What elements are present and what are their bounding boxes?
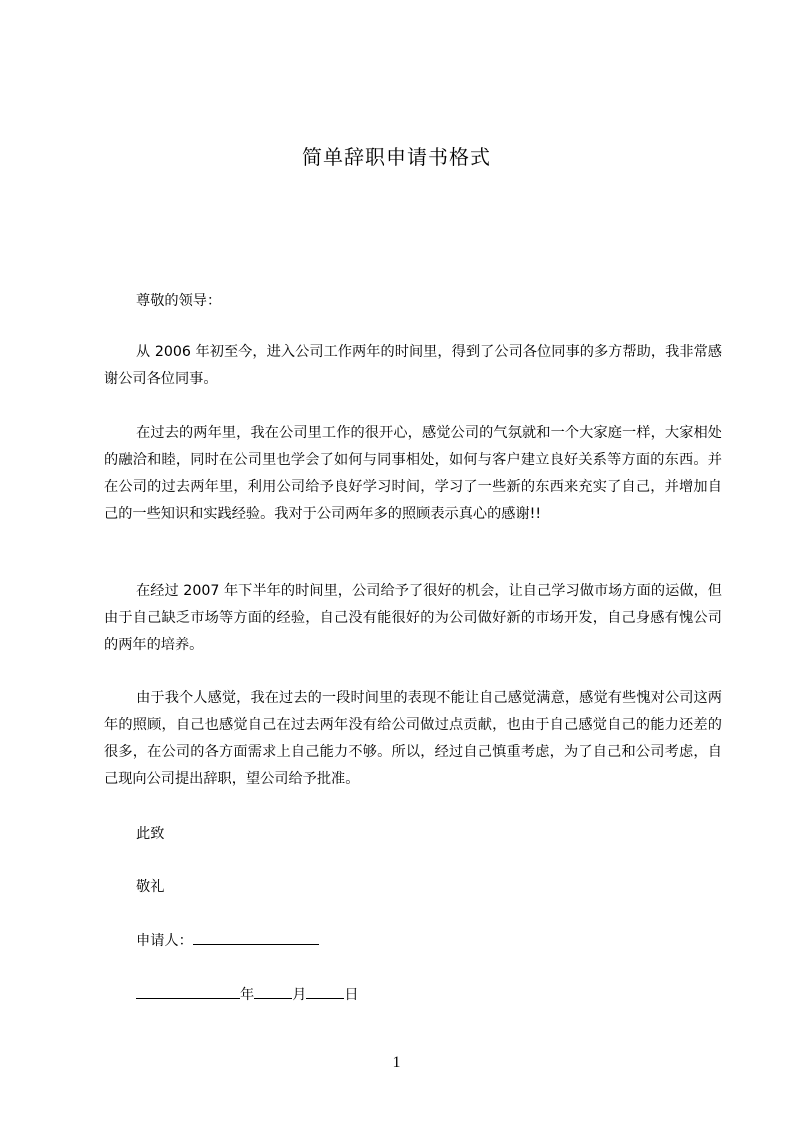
salutation: 尊敬的领导： <box>136 293 222 309</box>
closing-line-2: 敬礼 <box>136 879 165 895</box>
day-blank <box>306 984 344 999</box>
paragraph-1 <box>104 339 722 393</box>
applicant-signature-blank <box>193 930 319 945</box>
month-label: 月 <box>292 987 307 1003</box>
year-blank <box>136 984 240 999</box>
paragraph-3-text: 在经过 2007 年下半年的时间里，公司给予了很好的机会，让自己学习做市场方面的运做，但由于自己缺乏市场等方面的经验，自己没有能很好的为公司做好新的市场开发，自己身感有愧公司的两年的培养。 <box>104 583 722 653</box>
paragraph-4 <box>104 685 722 793</box>
paragraph-4-text: 由于我个人感觉，我在过去的一段时间里的表现不能让自己感觉满意，感觉有些愧对公司这两年的照顾，自己也感觉自己在过去两年没有给公司做过点贡献，也由于自己感觉自己的能力还差的很多，在公司的各方面需求上自己能力不够。所以，经过自己慎重考虑，为了自己和公司考虑，自己现向公司提出辞职，望公司给予批准。 <box>104 690 722 787</box>
paragraph-3 <box>104 578 722 659</box>
applicant-label: 申请人： <box>136 933 193 949</box>
paragraph-2 <box>104 420 722 528</box>
date-line <box>136 984 359 1005</box>
closing-line-1: 此致 <box>136 826 165 842</box>
day-label: 日 <box>344 987 359 1003</box>
paragraph-1-text: 从 2006 年初至今，进入公司工作两年的时间里，得到了公司各位同事的多方帮助，我非常感谢公司各位同事。 <box>104 344 722 387</box>
year-label: 年 <box>240 987 255 1003</box>
page-number: 1 <box>392 1054 401 1071</box>
document-title: 简单辞职申请书格式 <box>302 145 491 169</box>
applicant-line <box>136 930 319 951</box>
paragraph-2-text: 在过去的两年里，我在公司里工作的很开心，感觉公司的气氛就和一个大家庭一样，大家相处的融洽和睦，同时在公司里也学会了如何与同事相处，如何与客户建立良好关系等方面的东西。并在公司的过去两年里，利用公司给予良好学习时间，学习了一些新的东西来充实了自己，并增加自己的一些知识和实践经验。我对于公司两年多的照顾表示真心的感谢!! <box>104 425 722 522</box>
month-blank <box>254 984 292 999</box>
